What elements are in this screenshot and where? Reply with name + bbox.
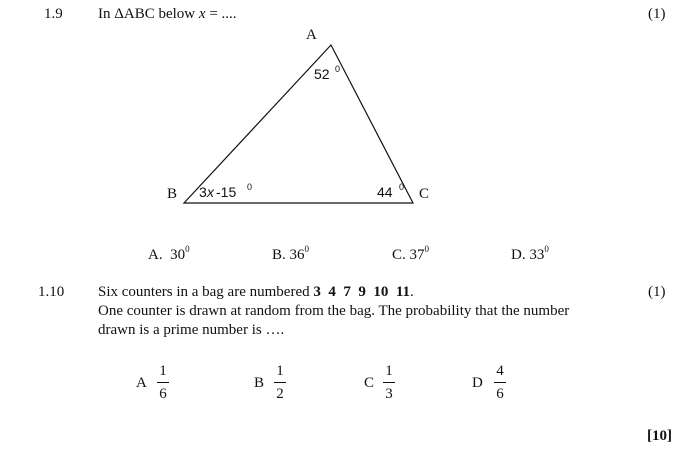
marks-1-9: (1) (648, 6, 666, 22)
vertex-label-a: A (306, 27, 317, 43)
question-prefix: In ΔABC below (98, 6, 199, 22)
question-line-3: drawn is a prime number is …. (98, 322, 285, 338)
angle-b-variable: x (207, 184, 214, 200)
option-letter: B. (272, 247, 286, 263)
triangle-abc (184, 45, 413, 203)
angle-a-degree: 0 (335, 64, 341, 74)
option-value: 37 (409, 247, 425, 263)
angle-b-constant: -15 (216, 184, 237, 200)
option-value: 36 (289, 247, 305, 263)
fraction-denominator: 6 (496, 386, 504, 402)
angle-a-value: 52 (314, 66, 330, 82)
question-line-1 (98, 284, 414, 301)
fraction-bar (383, 382, 395, 383)
option-b-fraction (274, 363, 286, 402)
question-line-1-text: Six counters in a bag are numbered (98, 284, 314, 300)
option-value: 33 (529, 247, 545, 263)
fraction-numerator: 1 (159, 363, 167, 379)
option-letter: D. (511, 247, 526, 263)
angle-b-degree: 0 (247, 182, 253, 192)
fraction-numerator: 1 (276, 363, 284, 379)
fraction-bar (494, 382, 506, 383)
option-letter: A. (148, 247, 163, 263)
option-degree: 0 (544, 244, 549, 254)
vertex-label-c: C (419, 186, 430, 202)
angle-c-value: 44 (377, 184, 393, 200)
question-line-1-end: . (410, 284, 414, 300)
option-a-1-9 (148, 244, 190, 264)
vertex-label-b: B (167, 186, 178, 202)
angle-b-coef: 3 (199, 184, 207, 200)
question-line-2: One counter is drawn at random from the bag. The probability that the number (98, 303, 570, 319)
option-a-fraction (157, 363, 169, 402)
option-b-letter: B (254, 375, 265, 391)
option-c-1-9 (392, 244, 429, 264)
fraction-bar (274, 382, 286, 383)
fraction-denominator: 3 (385, 386, 393, 402)
marks-1-10: (1) (648, 284, 666, 300)
option-d-1-9 (511, 244, 549, 264)
fraction-denominator: 2 (276, 386, 284, 402)
option-degree: 0 (185, 244, 190, 254)
option-degree: 0 (424, 244, 430, 254)
question-number-1-10: 1.10 (38, 284, 65, 300)
angle-c-degree: 0 (399, 182, 405, 192)
question-variable: x (198, 6, 206, 22)
option-d-letter: D (472, 375, 483, 391)
option-letter: C. (392, 247, 406, 263)
option-value: 30 (170, 247, 186, 263)
option-degree: 0 (304, 244, 310, 254)
question-number-1-9: 1.9 (44, 6, 63, 22)
fraction-numerator: 1 (385, 363, 393, 379)
option-c-fraction (383, 363, 395, 402)
option-c-letter: C (364, 375, 375, 391)
fraction-bar (157, 382, 169, 383)
fraction-denominator: 6 (159, 386, 167, 402)
counter-numbers: 3 4 7 9 10 11 (313, 284, 411, 300)
option-b-1-9 (272, 244, 309, 264)
question-suffix: = .... (205, 6, 237, 22)
option-a-letter: A (136, 375, 147, 391)
option-d-fraction (494, 363, 506, 402)
total-marks: [10] (647, 428, 672, 444)
fraction-numerator: 4 (496, 363, 504, 379)
